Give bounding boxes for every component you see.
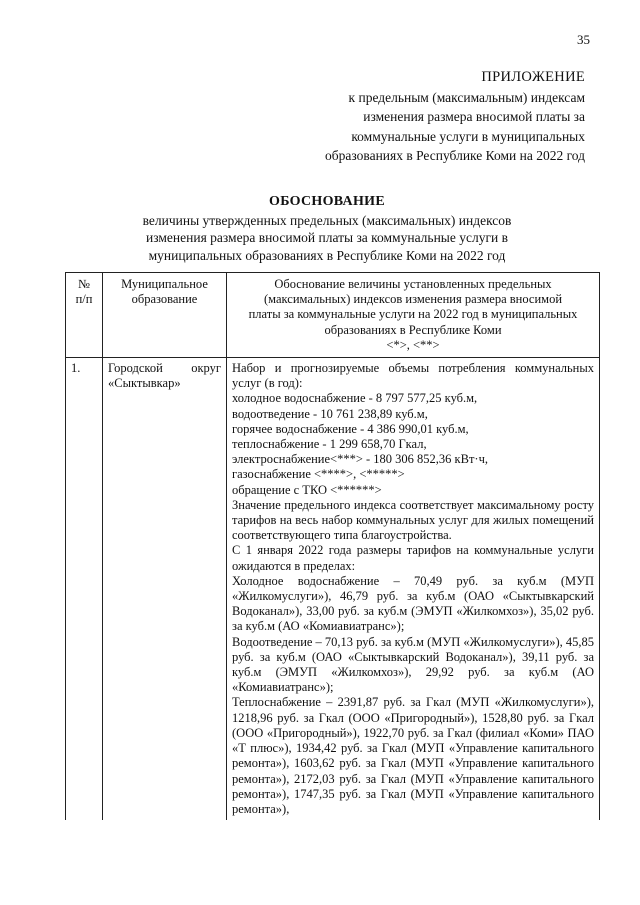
justification-line: изменения размера вносимой платы за коммунальные услуги в: [146, 230, 508, 245]
row-municipality: Городской округ «Сыктывкар»: [103, 358, 227, 821]
justification-paragraph: Набор и прогнозируемые объемы потребления коммунальных услуг (в год):: [232, 361, 594, 391]
header-justification: Обоснование величины установленных предельных (максимальных) индексов изменения размера вносимой платы за коммунальные услуги на 2022 год в муниципальных образованиях в Республике Коми <*>, <**>: [227, 273, 600, 358]
justification-paragraph: обращение с ТКО <******>: [232, 482, 382, 497]
justification-paragraph: водоотведение - 10 761 238,89 куб.м,: [232, 406, 428, 421]
page-number: 35: [577, 32, 590, 47]
table-row: [66, 358, 600, 821]
appendix-line: изменения размера вносимой платы за: [363, 109, 585, 124]
justification-paragraph: теплоснабжение - 1 299 658,70 Гкал,: [232, 437, 427, 452]
justification-line: муниципальных образованиях в Республике Коми на 2022 год: [148, 247, 506, 263]
appendix-line: коммунальные услуги в муниципальных: [351, 128, 585, 144]
table-header-row: [66, 273, 600, 358]
row-number: 1.: [66, 358, 103, 821]
justification-paragraph: холодное водоснабжение - 8 797 577,25 куб.м,: [232, 391, 478, 406]
appendix-block: [265, 68, 585, 166]
justification-paragraph: Холодное водоснабжение – 70,49 руб. за куб.м (МУП «Жилкомуслуги»), 46,79 руб. за куб.м (ОАО «Сыктывкарский Водоканал»), 33,00 руб. за куб.м (ЭМУП «Жилкомхоз»), 35,02 руб. за куб.м (АО «Комиавиатранс»);: [232, 573, 594, 634]
appendix-line: к предельным (максимальным) индексам: [348, 89, 585, 105]
appendix-title: ПРИЛОЖЕНИЕ: [481, 69, 585, 85]
appendix-line: образованиях в Республике Коми на 2022 год: [325, 148, 585, 163]
justification-paragraph: газоснабжение <****>, <*****>: [232, 467, 405, 482]
justification-paragraph: Значение предельного индекса соответствует максимальному росту тарифов на весь набор коммунальных услуг для жилых помещений соответствующего типа благоустройства.: [232, 497, 594, 543]
row-justification: [227, 358, 600, 821]
justification-paragraph: Теплоснабжение – 2391,87 руб. за Гкал (МУП «Жилкомуслуги»), 1218,96 руб. за Гкал (ООО «Пригородный»), 1528,80 руб. за Гкал (ООО «Пригородный»), 1922,70 руб. за Гкал (филиал «Коми» ПАО «Т плюс»), 1934,42 руб. за Гкал (МУП «Управление капитального ремонта»), 1603,62 руб. за Гкал (МУП «Управление капитального ремонта»), 2172,03 руб. за Гкал (МУП «Управление капитального ремонта»), 1747,35 руб. за Гкал (МУП «Управление капитального ремонта»),: [232, 695, 594, 816]
justification-paragraph: электроснабжение<***> - 180 306 852,36 кВт·ч,: [232, 452, 488, 467]
header-municipality: Муниципальное образование: [103, 273, 227, 358]
justification-paragraph: С 1 января 2022 года размеры тарифов на коммунальные услуги ожидаются в пределах:: [232, 543, 594, 573]
indices-table: [65, 272, 600, 820]
justification-block: [92, 193, 562, 264]
header-number: № п/п: [66, 273, 103, 358]
justification-paragraph: Водоотведение – 70,13 руб. за куб.м (МУП «Жилкомуслуги»), 45,85 руб. за куб.м (ОАО «Сыктывкарский Водоканал»), 39,11 руб. за куб.м (ЭМУП «Жилкомхоз»), 29,92 руб. за куб.м (АО «Комиавиатранс»);: [232, 634, 594, 695]
justification-line: величины утвержденных предельных (максимальных) индексов: [142, 212, 512, 228]
justification-paragraph: горячее водоснабжение - 4 386 990,01 куб.м,: [232, 421, 469, 436]
justification-heading: ОБОСНОВАНИЕ: [269, 194, 385, 209]
